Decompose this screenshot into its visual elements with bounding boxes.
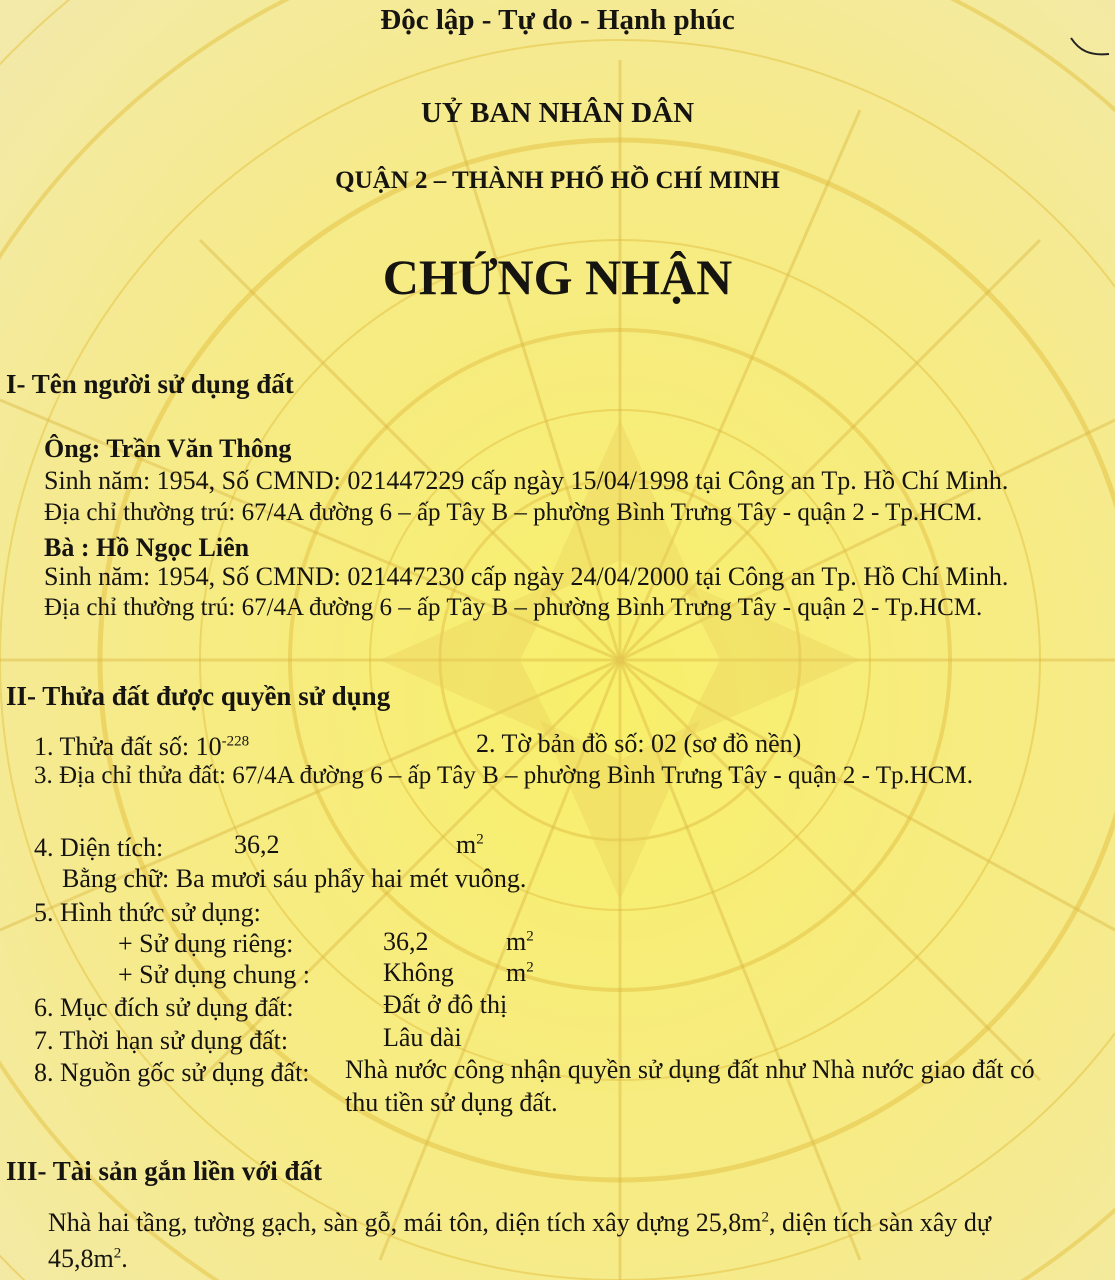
term-value: Lâu dài [383, 1023, 462, 1052]
shared-use-label: + Sử dụng chung : [118, 960, 310, 989]
area-unit-sup: 2 [476, 831, 484, 848]
owner-2-birth-id: Sinh năm: 1954, Số CMND: 021447230 cấp ngày 24/04/2000 tại Công an Tp. Hồ Chí Minh. [44, 562, 1009, 591]
asset-line-2 [48, 1244, 128, 1274]
asset-line-2-sup: 2 [113, 1245, 122, 1262]
district-title: QUẬN 2 – THÀNH PHỐ HỒ CHÍ MINH [335, 167, 780, 194]
parcel-number [34, 732, 249, 762]
private-use-unit-base: m [506, 927, 527, 956]
map-sheet-number: 2. Tờ bản đồ số: 02 (sơ đồ nền) [476, 729, 802, 758]
national-motto: Độc lập - Tự do - Hạnh phúc [380, 4, 735, 36]
parcel-number-label: 1. Thửa đất số: 10 [34, 732, 222, 761]
owner-2-name: Bà : Hồ Ngọc Liên [44, 533, 250, 562]
area-in-words: Bằng chữ: Ba mươi sáu phẩy hai mét vuông. [62, 864, 527, 893]
certificate-title: CHỨNG NHẬN [382, 249, 733, 305]
owner-1-birth-id: Sinh năm: 1954, Số CMND: 021447229 cấp ngày 15/04/1998 tại Công an Tp. Hồ Chí Minh. [44, 466, 1009, 495]
origin-label: 8. Nguồn gốc sử dụng đất: [34, 1058, 310, 1087]
area-unit-base: m [456, 830, 477, 859]
owner-1-name: Ông: Trần Văn Thông [44, 434, 292, 463]
parcel-address: 3. Địa chỉ thửa đất: 67/4A đường 6 – ấp Tây B – phường Bình Trưng Tây - quận 2 - Tp.HCM. [34, 762, 973, 789]
area-unit [456, 830, 484, 860]
section-3-heading: III- Tài sản gắn liền với đất [6, 1156, 323, 1186]
shared-use-value: Không [383, 958, 454, 987]
section-2-heading: II- Thửa đất được quyền sử dụng [6, 681, 391, 711]
private-use-unit-sup: 2 [526, 928, 534, 945]
asset-line-1-text-a: Nhà hai tầng, tường gạch, sàn gỗ, mái tôn, diện tích xây dựng 25,8m [48, 1208, 762, 1237]
usage-form-label: 5. Hình thức sử dụng: [34, 898, 261, 927]
area-value: 36,2 [234, 830, 280, 859]
private-use-value: 36,2 [383, 927, 429, 956]
purpose-value: Đất ở đô thị [383, 990, 508, 1019]
private-use-label: + Sử dụng riêng: [118, 929, 294, 958]
owner-2-address: Địa chỉ thường trú: 67/4A đường 6 – ấp Tây B – phường Bình Trưng Tây - quận 2 - Tp.HCM. [44, 594, 983, 621]
parcel-number-sup: -228 [221, 733, 250, 750]
asset-line-1 [48, 1208, 991, 1238]
term-label: 7. Thời hạn sử dụng đất: [34, 1026, 289, 1055]
section-1-heading: I- Tên người sử dụng đất [6, 369, 294, 399]
origin-line-2: thu tiền sử dụng đất. [345, 1088, 558, 1117]
shared-use-unit [506, 958, 534, 988]
purpose-label: 6. Mục đích sử dụng đất: [34, 993, 294, 1022]
private-use-unit [506, 927, 534, 957]
asset-line-2-text-b: . [121, 1244, 128, 1273]
asset-line-1-text-b: , diện tích sàn xây dự [768, 1208, 992, 1237]
origin-line-1: Nhà nước công nhận quyền sử dụng đất như Nhà nước giao đất có [345, 1055, 1035, 1084]
asset-line-1-sup: 2 [761, 1209, 769, 1226]
area-label: 4. Diện tích: [34, 833, 164, 862]
authority-title: UỶ BAN NHÂN DÂN [420, 97, 695, 129]
shared-use-unit-base: m [506, 958, 527, 987]
shared-use-unit-sup: 2 [526, 959, 534, 976]
owner-1-address: Địa chỉ thường trú: 67/4A đường 6 – ấp Tây B – phường Bình Trưng Tây - quận 2 - Tp.HCM. [44, 499, 983, 526]
asset-line-2-text-a: 45,8m [48, 1244, 114, 1273]
